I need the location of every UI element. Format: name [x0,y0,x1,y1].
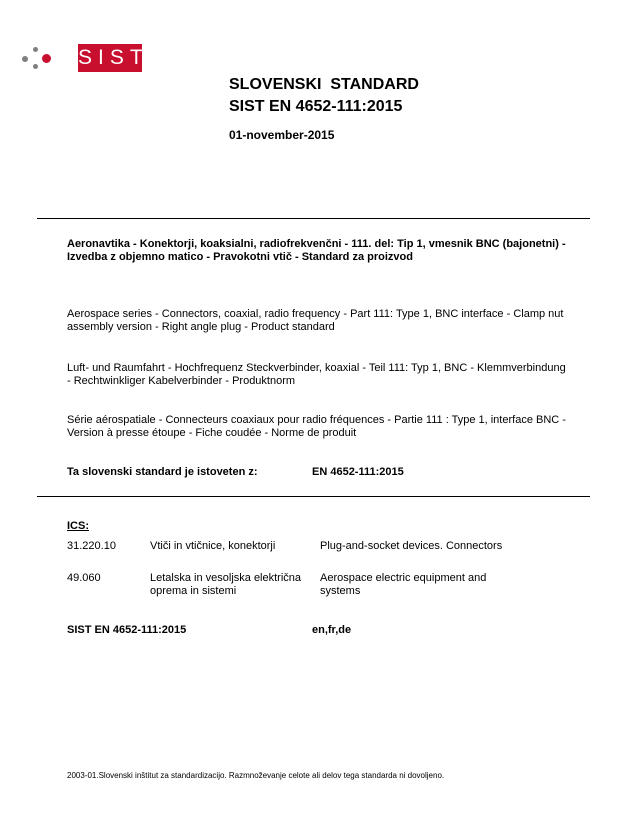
ics-row [67,540,587,568]
divider-top [37,218,590,219]
ics-code: 49.060 [67,572,101,584]
summary-standard-id: SIST EN 4652-111:2015 [67,624,187,636]
ics-description-sl: Vtiči in vtičnice, konektorji [150,540,276,552]
sist-logo [22,44,162,84]
publication-date: 01-november-2015 [229,128,335,142]
title-slovenian: Aeronavtika - Konektorji, koaksialni, radiofrekvenčni - 111. del: Tip 1, vmesnik BNC (bajonetni) - Izvedba z objemno matico - Pravokotni vtič - Standard za proizvod [67,238,566,263]
ics-code: 31.220.10 [67,540,116,552]
identical-value: EN 4652-111:2015 [312,466,404,478]
ics-label: ICS: [67,520,89,532]
ics-description-en: Aerospace electric equipment and systems [320,572,487,597]
divider-bottom [37,496,590,497]
document-type: SLOVENSKI STANDARD [229,76,419,93]
identical-label: Ta slovenski standard je istoveten z: [67,466,258,478]
ics-description-en: Plug-and-socket devices. Connectors [320,540,503,552]
ics-description-sl: Letalska in vesoljska električna oprema in sistemi [150,572,302,597]
title-french: Série aérospatiale - Connecteurs coaxiaux pour radio fréquences - Partie 111 : Type 1, interface BNC - Version à presse étoupe - Fiche coudée - Norme de produit [67,414,566,439]
summary-languages: en,fr,de [312,624,352,636]
title-english: Aerospace series - Connectors, coaxial, radio frequency - Part 111: Type 1, BNC interface - Clamp nut assembly version - Right angle plug - Product standard [67,308,564,333]
standard-id: SIST EN 4652-111:2015 [229,98,403,115]
copyright-footer: 2003-01.Slovenski inštitut za standardizacijo. Razmnoževanje celote ali delov tega standarda ni dovoljeno. [67,771,445,780]
ics-row [67,572,587,600]
title-german: Luft- und Raumfahrt - Hochfrequenz Steckverbinder, koaxial - Teil 111: Typ 1, BNC - Klemmverbindung - Rechtwinkliger Kabelverbinder - Produktnorm [67,362,566,387]
logo-text: SIST [78,44,142,72]
